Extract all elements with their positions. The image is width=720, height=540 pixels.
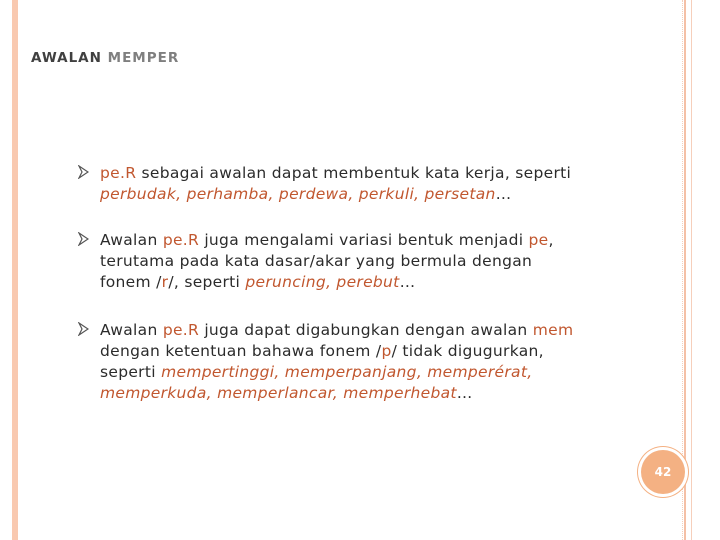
bullet-example: memperkuda, memperlancar, memperhebat <box>100 384 457 402</box>
bullet-text: , <box>548 231 554 249</box>
bullet-text: … <box>456 384 473 402</box>
bullet-text: terutama pada kata dasar/akar yang bermula dengan <box>100 252 533 270</box>
bullet-text: … <box>495 185 512 203</box>
arrow-bullet-icon <box>78 165 89 179</box>
slide-title-main: AWALAN <box>31 50 102 66</box>
bullet-text: juga mengalami variasi bentuk menjadi <box>199 231 529 249</box>
bullet-text: sebagai awalan dapat membentuk kata kerja, seperti <box>136 164 572 182</box>
bullet-text: dengan ketentuan bahawa fonem / <box>100 342 382 360</box>
slide-title <box>31 50 179 66</box>
right-frame-line <box>684 0 686 540</box>
bullet-item <box>78 230 668 293</box>
bullet-text: … <box>399 273 416 291</box>
bullet-text: juga dapat digabungkan dengan awalan <box>199 321 533 339</box>
bullet-item <box>78 163 668 205</box>
bullet-text: pe <box>528 231 549 249</box>
right-frame-thin-line <box>691 0 692 540</box>
bullet-text: fonem / <box>100 273 162 291</box>
bullet-text: seperti <box>100 363 162 381</box>
bullet-text: /, seperti <box>168 273 246 291</box>
arrow-bullet-icon <box>78 322 89 336</box>
bullet-text: pe.R <box>100 164 137 182</box>
bullet-text: pe.R <box>162 321 200 339</box>
bullet-item <box>78 320 668 404</box>
bullet-example: mempertinggi, memperpanjang, memperérat, <box>161 363 533 381</box>
left-frame-bar <box>12 0 18 540</box>
bullet-text: Awalan <box>100 321 163 339</box>
bullet-list <box>78 163 668 429</box>
bullet-text: mem <box>532 321 574 339</box>
page-number-badge: 42 <box>641 450 685 494</box>
bullet-text: r <box>161 273 169 291</box>
bullet-text: pe.R <box>162 231 200 249</box>
slide-title-accent: MEMPER <box>107 50 180 66</box>
bullet-text: / tidak digugurkan, <box>391 342 544 360</box>
bullet-example: peruncing, perebut <box>245 273 400 291</box>
bullet-text: p <box>381 342 392 360</box>
arrow-bullet-icon <box>78 232 89 246</box>
bullet-text: Awalan <box>100 231 163 249</box>
bullet-example: perbudak, perhamba, perdewa, perkuli, persetan <box>100 185 496 203</box>
